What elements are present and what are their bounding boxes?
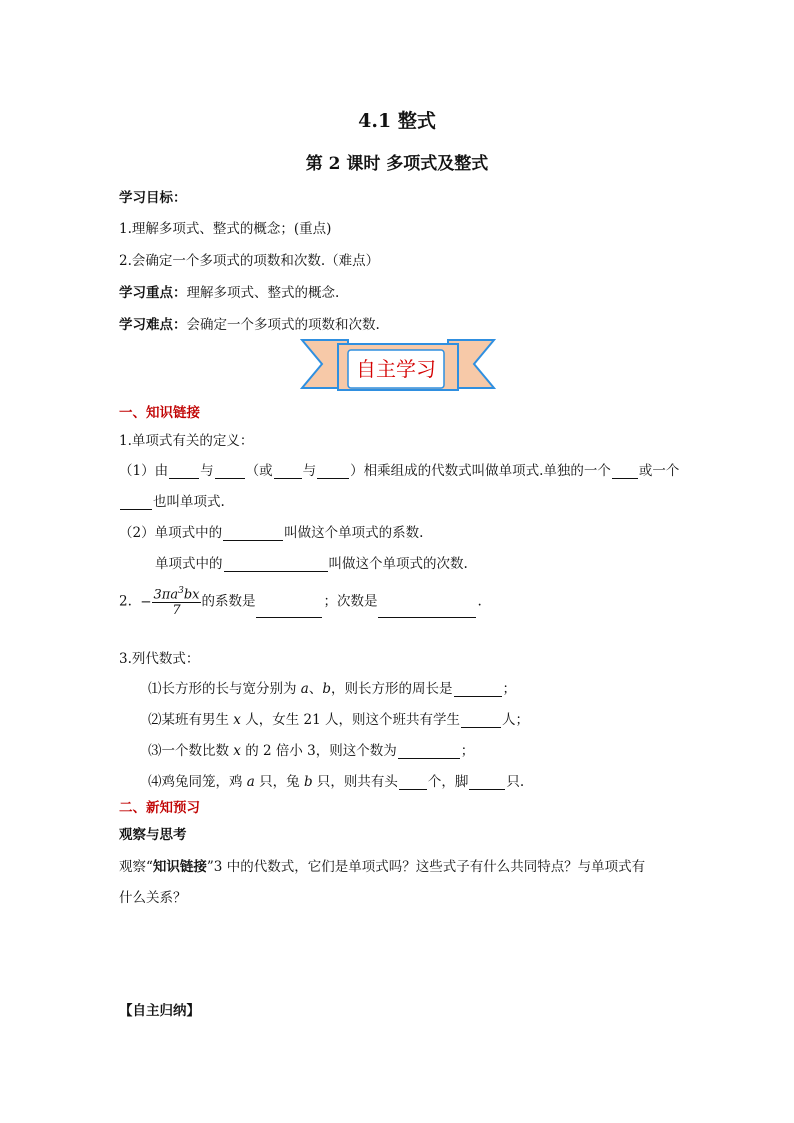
q1-intro: 1.单项式有关的定义： [119,433,254,449]
answer-blank[interactable] [223,526,283,541]
key-point [119,281,339,301]
answer-blank[interactable] [120,495,152,510]
section2-paragraph: 观察“知识链接”3 中的代数式，它们是单项式吗？这些式子有什么共同特点？与单项式有 [119,859,646,875]
objective-item-1: 1.理解多项式、整式的概念；(重点) [119,221,332,237]
answer-blank[interactable] [274,464,302,479]
section1-heading: 一、知识链接 [119,405,200,421]
answer-blank[interactable] [169,464,199,479]
summary-label: 【自主归纳】 [119,1003,200,1019]
section2-heading: 二、新知预习 [119,800,200,816]
q3-item-4: ⑷鸡兔同笼，鸡 a 只，兔 b 只，则共有头 个，脚 只. [148,774,525,790]
answer-blank[interactable] [398,744,460,759]
q3-intro: 3.列代数式： [119,651,200,667]
answer-blank[interactable] [215,464,245,479]
q1c: 单项式中的 叫做这个单项式的次数. [155,556,468,572]
objective-item-2: 2.会确定一个多项式的项数和次数.（难点） [119,253,380,269]
answer-blank[interactable] [317,464,349,479]
answer-blank[interactable] [224,557,328,572]
q2-fraction: $\frac{3\pi a^3bx}{7}$ [153,586,200,619]
objectives-label: 学习目标： [119,190,187,206]
answer-blank[interactable] [612,464,638,479]
answer-blank[interactable] [256,603,322,618]
q2: 2. − $\frac{3\pi a^3bx}{7}$ 的系数是 ；次数是 . [119,586,482,619]
difficult-point-text: 会确定一个多项式的项数和次数. [186,317,380,333]
q1a-line2: 也叫单项式. [119,490,225,510]
q3-item-1: ⑴长方形的长与宽分别为 a、b，则长方形的周长是 ； [148,681,517,697]
answer-blank[interactable] [399,775,427,790]
difficult-point-label: 学习难点： [119,317,187,333]
q1b: （2）单项式中的 叫做这个单项式的系数. [119,525,424,541]
banner-label: 自主学习 [356,357,436,381]
q3-item-2: ⑵某班有男生 x 人，女生 21 人，则这个班共有学生 人； [148,712,529,728]
answer-blank[interactable] [454,682,502,697]
key-point-text: 理解多项式、整式的概念. [186,285,340,301]
section2-subheading: 观察与思考 [119,827,187,843]
answer-blank[interactable] [469,775,505,790]
answer-blank[interactable] [461,713,501,728]
answer-blank[interactable] [378,603,476,618]
q3-item-3: ⑶一个数比数 x 的 2 倍小 3，则这个数为 ； [148,743,475,759]
difficult-point [119,313,380,333]
key-point-label: 学习重点： [119,285,187,301]
q1a-line1: （1）由 与 （或 与 ）相乘组成的代数式叫做单项式.单独的一个 或一个 [119,463,680,479]
doc-title: 4.1 整式 [358,110,436,132]
section2-paragraph-line2: 什么关系？ [119,890,187,906]
self-study-banner [300,338,496,394]
doc-subtitle: 第 2 课时 多项式及整式 [305,154,489,174]
